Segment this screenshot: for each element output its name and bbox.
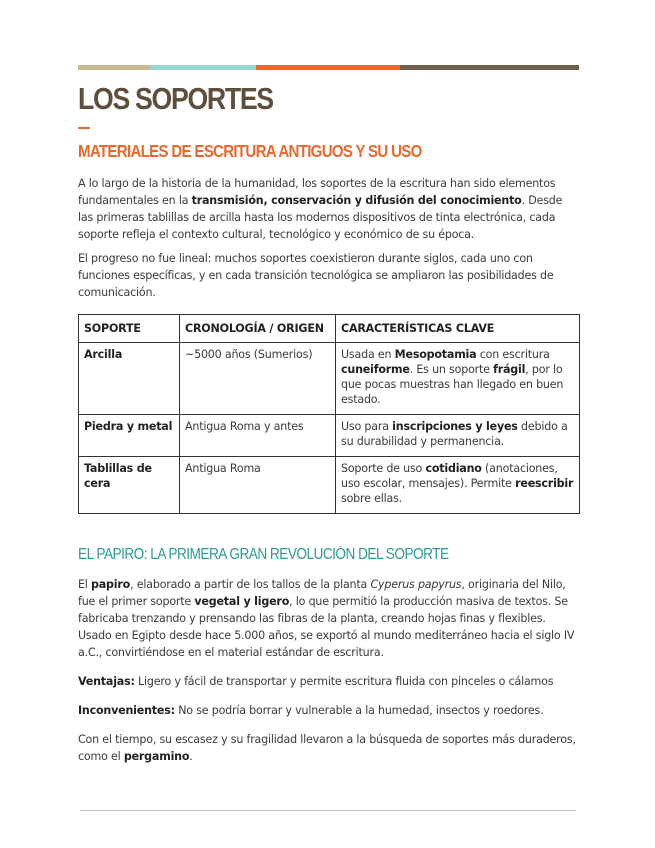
intro-paragraph-1: A lo largo de la historia de la humanidad, los soportes de la escritura han sido elementos fundamentales en la transmisión, conservación y difusión del conocimiento. Desde las primeras tablillas de arcilla hasta los modernos dispositivos de tinta electrónica, cada soporte refleja el contexto cultural, tecnológico y económico de su época. bbox=[78, 177, 563, 241]
chronology-cell: Antigua Roma bbox=[180, 457, 336, 514]
table-header-cell: CRONOLOGÍA / ORIGEN bbox=[180, 315, 336, 343]
table-header-row bbox=[79, 315, 580, 343]
main-content bbox=[78, 80, 579, 765]
papyrus-paragraph: El papiro, elaborado a partir de los tallos de la planta Cyperus papyrus, originaria del Nilo, fue el primer soporte vegetal y ligero, lo que permitió la producción masiva de textos. Se fabricaba trenzando y prensando las fibras de la planta, creando hojas finas y flexibles. Usado en Egipto desde hace 5.000 años, se exportó al mundo mediterráneo hacia el siglo IV a.C., convirtiéndose en el material estándar de escritura. bbox=[78, 578, 575, 659]
advantages-paragraph: Ventajas: Ligero y fácil de transportar y permite escritura fluida con pinceles o cálamos bbox=[78, 675, 554, 688]
table-header-cell: CARACTERÍSTICAS CLAVE bbox=[336, 315, 580, 343]
papyrus-section-heading: EL PAPIRO: LA PRIMERA GRAN REVOLUCIÓN DEL SOPORTE bbox=[78, 546, 449, 563]
support-name-cell: Arcilla bbox=[79, 343, 180, 415]
supports-table bbox=[78, 314, 580, 514]
support-name-cell: Tablillas de cera bbox=[79, 457, 180, 514]
chronology-cell: Antigua Roma y antes bbox=[180, 415, 336, 457]
bar-segment-brown bbox=[400, 65, 579, 70]
title-dash bbox=[78, 127, 90, 129]
table-row bbox=[79, 343, 580, 415]
chronology-cell: ~5000 años (Sumerios) bbox=[180, 343, 336, 415]
characteristics-cell: Usada en Mesopotamia con escritura cuneiforme. Es un soporte frágil, por lo que pocas muestras han llegado en buen estado. bbox=[336, 343, 580, 415]
page-subtitle: MATERIALES DE ESCRITURA ANTIGUOS Y SU USO bbox=[78, 141, 422, 161]
table-header-cell: SOPORTE bbox=[79, 315, 180, 343]
bar-segment-teal bbox=[150, 65, 256, 70]
bar-segment-beige bbox=[78, 65, 150, 70]
characteristics-cell: Uso para inscripciones y leyes debido a su durabilidad y permanencia. bbox=[336, 415, 580, 457]
footer-divider bbox=[80, 810, 576, 811]
intro-paragraph-2: El progreso no fue lineal: muchos soportes coexistieron durante siglos, cada uno con funciones específicas, y en cada transición tecnológica se ampliaron las posibilidades de comunicación. bbox=[78, 252, 554, 299]
decorative-color-bar bbox=[78, 65, 579, 70]
support-name-cell: Piedra y metal bbox=[79, 415, 180, 457]
table-row bbox=[79, 415, 580, 457]
disadvantages-paragraph: Inconvenientes: No se podría borrar y vulnerable a la humedad, insectos y roedores. bbox=[78, 704, 544, 717]
table-row bbox=[79, 457, 580, 514]
characteristics-cell: Soporte de uso cotidiano (anotaciones, uso escolar, mensajes). Permite reescribir sobre ellas. bbox=[336, 457, 580, 514]
closing-paragraph: Con el tiempo, su escasez y su fragilidad llevaron a la búsqueda de soportes más duraderos, como el pergamino. bbox=[78, 733, 576, 763]
bar-segment-orange bbox=[256, 65, 400, 70]
page-title: LOS SOPORTES bbox=[78, 81, 273, 116]
